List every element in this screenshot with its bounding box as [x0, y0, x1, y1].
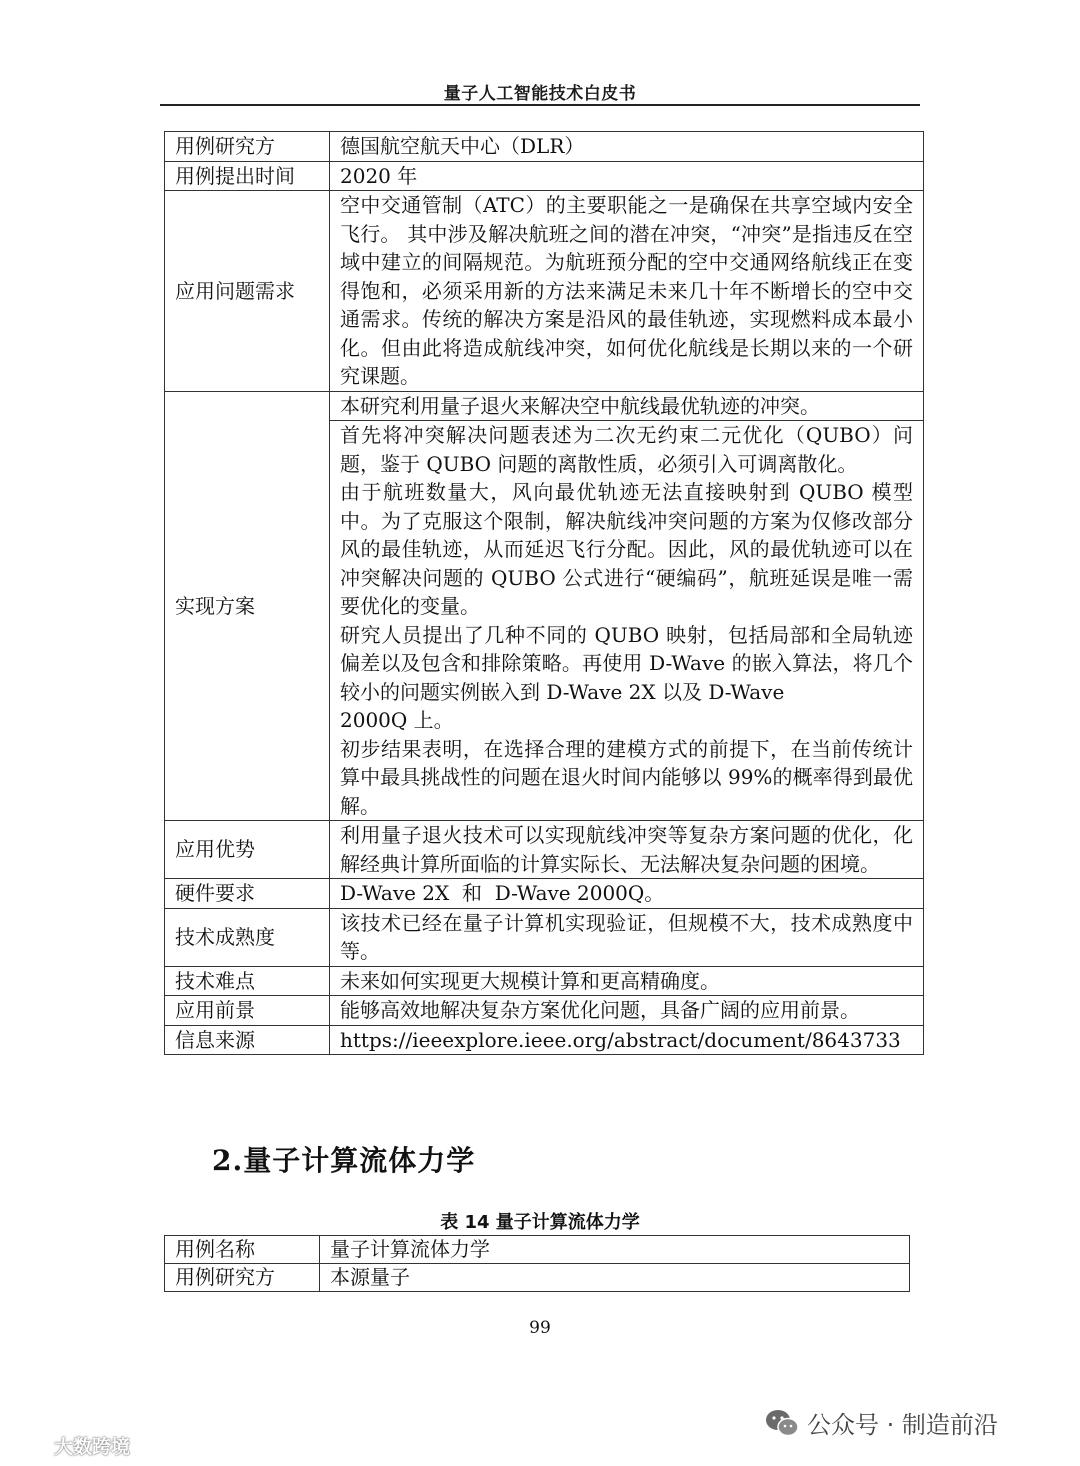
page-number: 99 — [529, 1318, 551, 1338]
use-case-table-2 — [164, 1235, 910, 1292]
row-label: 用例研究方 — [165, 132, 330, 162]
row-label: 信息来源 — [165, 1025, 330, 1055]
row-label: 实现方案 — [165, 391, 330, 821]
row-content: 空中交通管制（ATC）的主要职能之一是确保在共享空域内安全飞行。 其中涉及解决航班之间的潜在冲突，“冲突”是指违反在空域中建立的间隔规范。为航班预分配的空中交通网络航线正在变得饱和，必须采用新的方法来满足未来几十年不断增长的空中交通需求。传统的解决方案是沿风的最佳轨迹，实现燃料成本最小化。但由此将造成航线冲突，如何优化航线是长期以来的一个研究课题。 — [330, 191, 924, 392]
row-label: 用例名称 — [165, 1236, 320, 1264]
source-link[interactable]: https://ieeexplore.ieee.org/abstract/document/8643733 — [330, 1025, 924, 1055]
table-row — [165, 1025, 924, 1055]
header-rule — [160, 104, 920, 106]
table-row — [165, 966, 924, 996]
table-row — [165, 132, 924, 162]
row-content — [330, 391, 924, 821]
row-label: 用例提出时间 — [165, 161, 330, 191]
table-row — [165, 191, 924, 392]
row-content: 德国航空航天中心（DLR） — [330, 132, 924, 162]
row-content: 未来如何实现更大规模计算和更高精确度。 — [330, 966, 924, 996]
wechat-icon — [765, 1408, 799, 1438]
row-label: 用例研究方 — [165, 1264, 320, 1292]
row-content: 量子计算流体力学 — [320, 1236, 910, 1264]
running-header: 量子人工智能技术白皮书 — [443, 84, 637, 104]
use-case-table — [164, 131, 924, 1055]
row-content: 利用量子退火技术可以实现航线冲突等复杂方案问题的优化，化解经典计算所面临的计算实际长、无法解决复杂问题的困境。 — [330, 821, 924, 879]
table-row — [165, 908, 924, 966]
row-label: 应用优势 — [165, 821, 330, 879]
row-content: 2020 年 — [330, 161, 924, 191]
row-label: 应用前景 — [165, 996, 330, 1026]
watermark-right — [765, 1405, 998, 1440]
paragraph: 2000Q 上。 — [340, 708, 454, 732]
table-row — [165, 1264, 910, 1292]
row-label: 硬件要求 — [165, 879, 330, 909]
section-heading: 2.量子计算流体力学 — [212, 1144, 476, 1177]
watermark-left — [10, 1432, 130, 1459]
table-caption: 表 14 量子计算流体力学 — [440, 1212, 640, 1233]
watermark-left-text: 大数跨境 — [54, 1436, 131, 1458]
table-row — [165, 1236, 910, 1264]
table-row — [165, 821, 924, 879]
paragraph: 本研究利用量子退火来解决空中航线最优轨迹的冲突。 — [330, 392, 923, 422]
table-row — [165, 391, 924, 821]
paragraph: 首先将冲突解决问题表述为二次无约束二元优化（QUBO）问题，鉴于 QUBO 问题的离散性质，必须引入可调离散化。 — [340, 423, 913, 476]
paragraph: 初步结果表明，在选择合理的建模方式的前提下，在当前传统计算中最具挑战性的问题在退火时间内能够以 99%的概率得到最优解。 — [340, 736, 913, 818]
row-content: 能够高效地解决复杂方案优化问题，具备广阔的应用前景。 — [330, 996, 924, 1026]
row-label: 技术难点 — [165, 966, 330, 996]
table-row — [165, 879, 924, 909]
row-content: D-Wave 2X 和 D-Wave 2000Q。 — [330, 879, 924, 909]
table-row — [165, 161, 924, 191]
row-content: 本源量子 — [320, 1264, 910, 1292]
row-label: 应用问题需求 — [165, 191, 330, 392]
paragraph: 由于航班数量大，风向最优轨迹无法直接映射到 QUBO 模型中。为了克服这个限制，解决航线冲突问题的方案为仅修改部分风的最佳轨迹，从而延迟飞行分配。因此，风的最优轨迹可以在冲突解决问题的 QUBO 公式进行“硬编码”，航班延误是唯一需要优化的变量。 — [340, 480, 913, 618]
watermark-logo-icon — [10, 1435, 50, 1457]
paragraph: 研究人员提出了几种不同的 QUBO 映射，包括局部和全局轨迹偏差以及包含和排除策略。再使用 D-Wave 的嵌入算法，将几个较小的问题实例嵌入到 D-Wave 2X 以及 D-Wave — [340, 622, 913, 704]
row-label: 技术成熟度 — [165, 908, 330, 966]
watermark-right-text: 公众号 · 制造前沿 — [807, 1411, 998, 1439]
table-row — [165, 996, 924, 1026]
row-content: 该技术已经在量子计算机实现验证，但规模不大，技术成熟度中等。 — [330, 908, 924, 966]
